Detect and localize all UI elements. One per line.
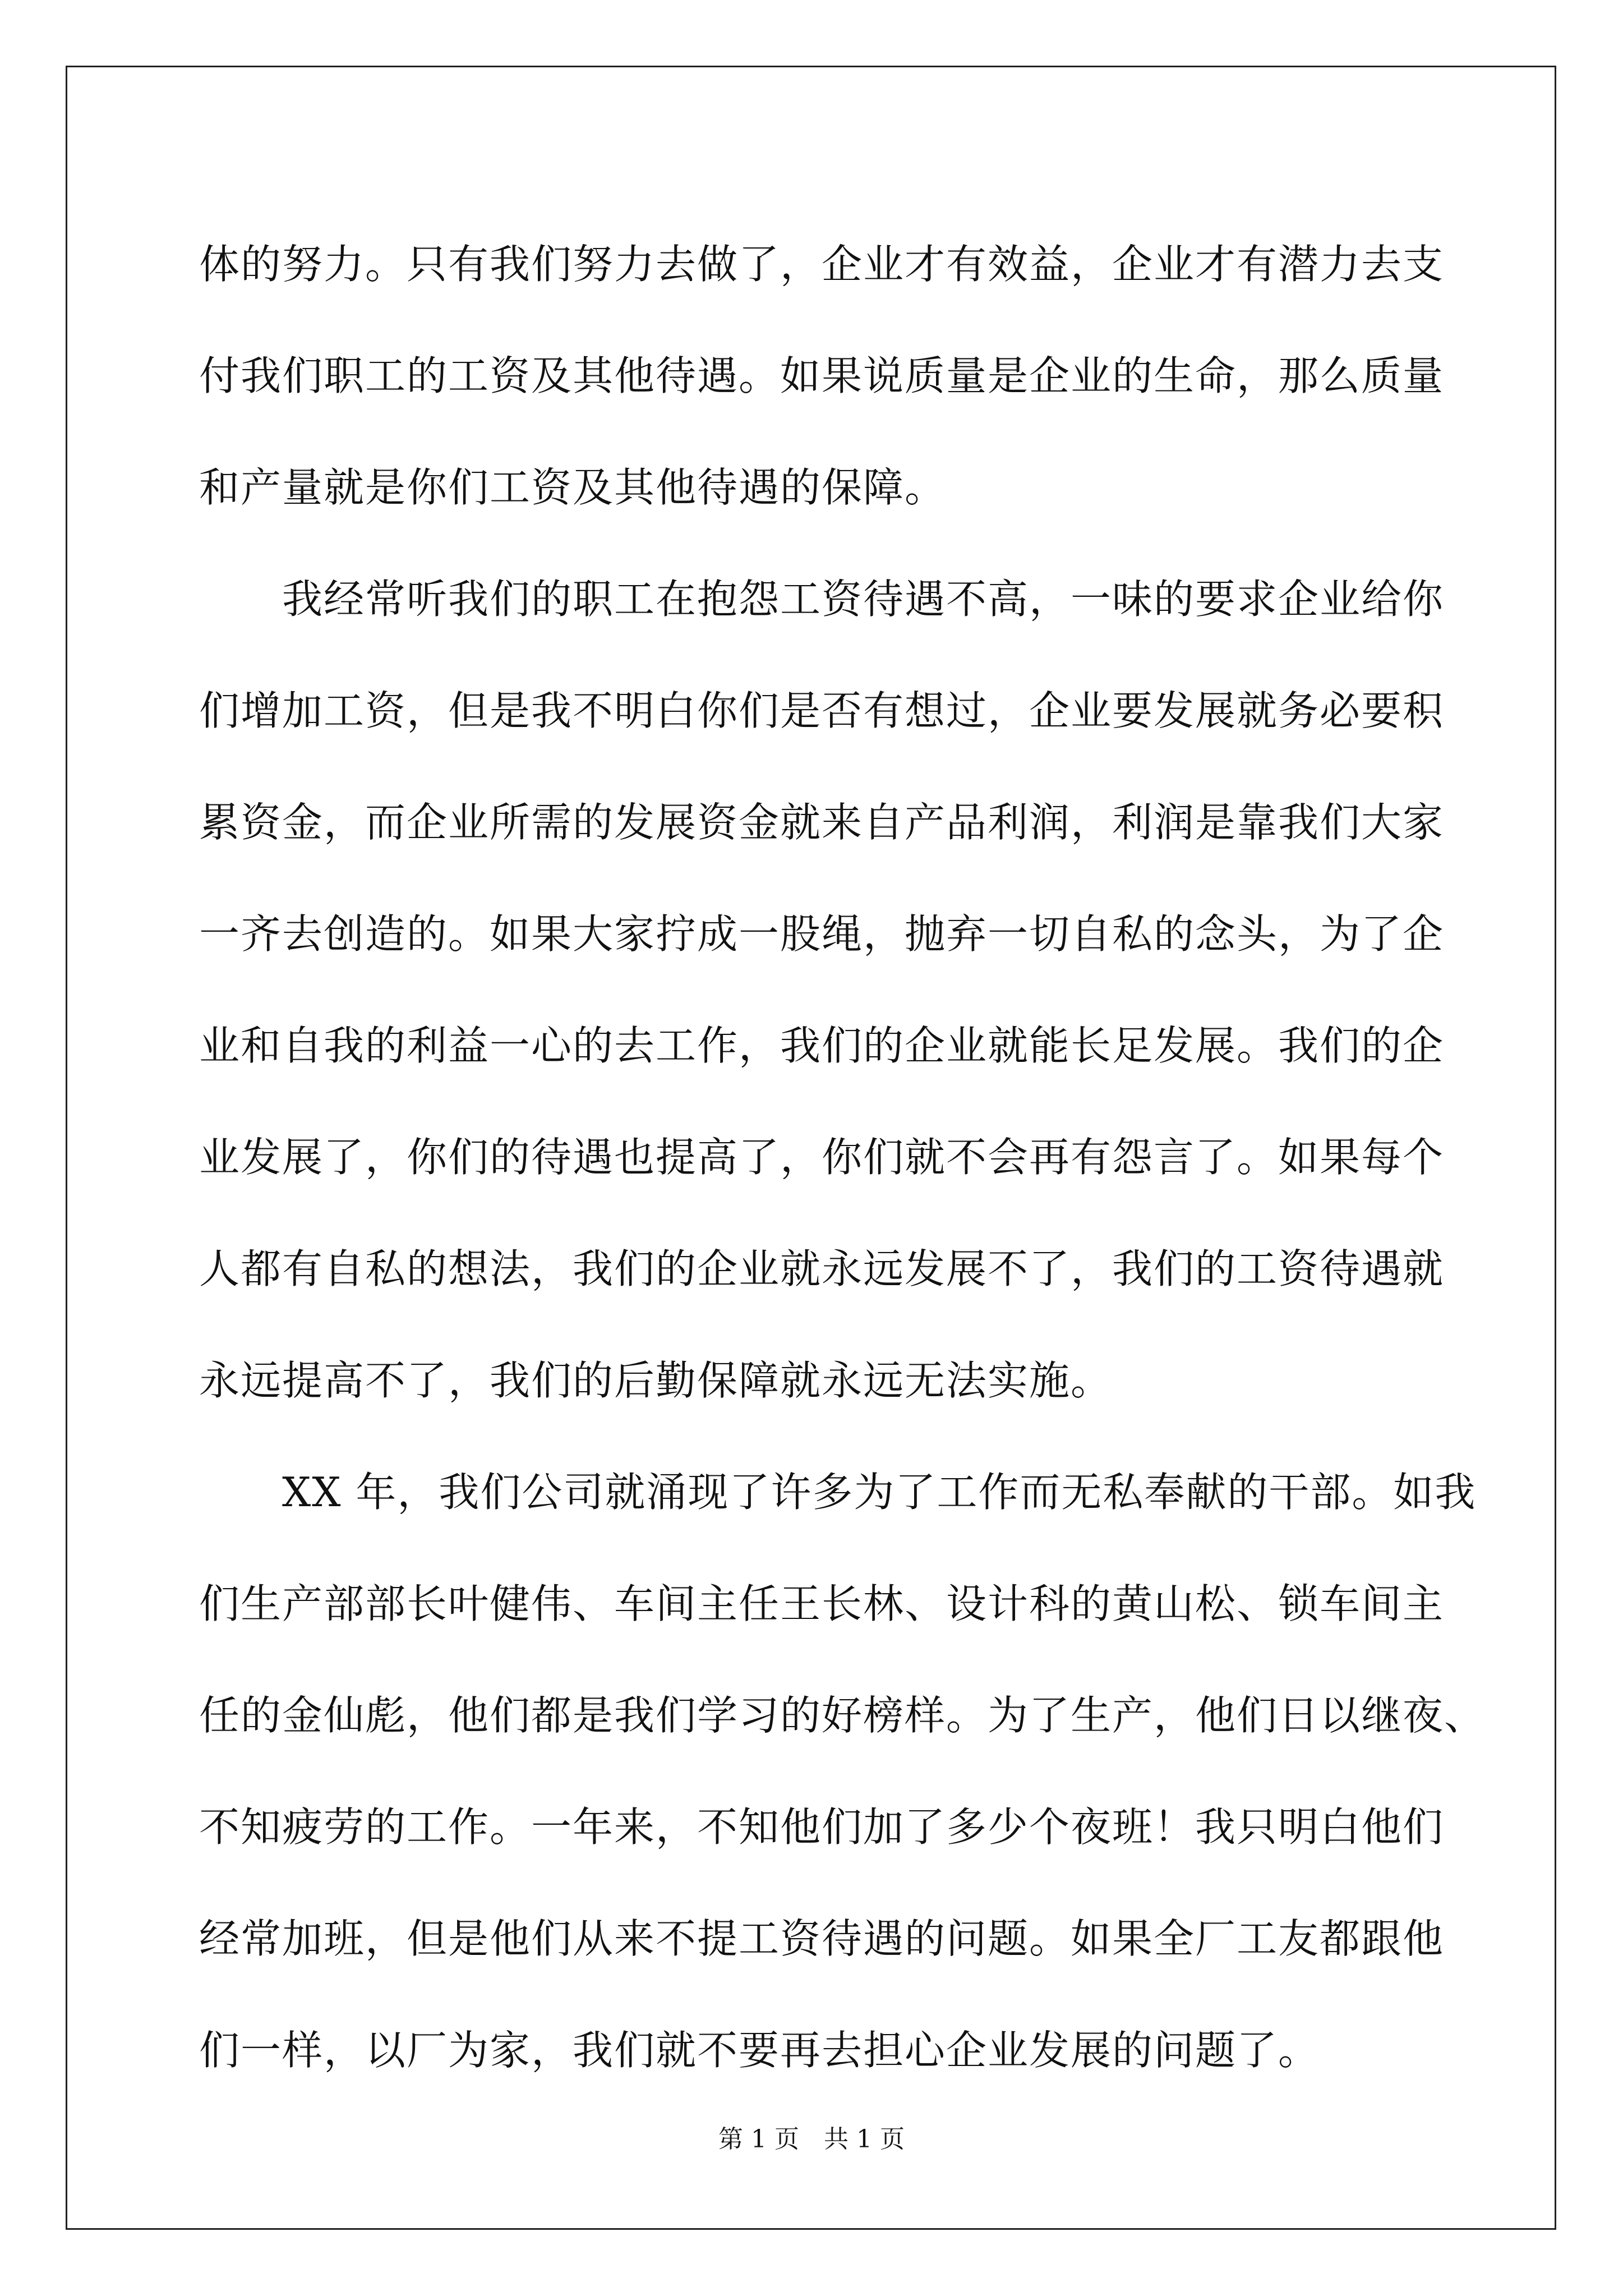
text-line: 业发展了，你们的待遇也提高了，你们就不会再有怨言了。如果每个 <box>199 1134 1445 1181</box>
text-line: 任的金仙彪，他们都是我们学习的好榜样。为了生产，他们日以继夜、 <box>199 1692 1486 1739</box>
text-line: 累资金，而企业所需的发展资金就来自产品利润，利润是靠我们大家 <box>199 799 1445 846</box>
text-line: 我经常听我们的职工在抱怨工资待遇不高，一味的要求企业给你 <box>199 576 1445 623</box>
text-line: 付我们职工的工资及其他待遇。如果说质量是企业的生命，那么质量 <box>199 352 1445 399</box>
text-line: 永远提高不了，我们的后勤保障就永远无法实施。 <box>199 1357 1113 1404</box>
text-line: 们一样，以厂为家，我们就不要再去担心企业发展的问题了。 <box>199 2027 1320 2074</box>
text-line: 一齐去创造的。如果大家拧成一股绳，抛弃一切自私的念头，为了企 <box>199 910 1445 958</box>
text-line: 和产量就是你们工资及其他待遇的保障。 <box>199 464 947 511</box>
page-number-footer: 第 1 页 共 1 页 <box>718 2125 905 2154</box>
text-line: 业和自我的利益一心的去工作，我们的企业就能长足发展。我们的企 <box>199 1022 1445 1069</box>
text-line: 人都有自私的想法，我们的企业就永远发展不了，我们的工资待遇就 <box>199 1245 1445 1292</box>
document-body <box>199 209 1486 2106</box>
text-line: 们生产部部长叶健伟、车间主任王长林、设计科的黄山松、锁车间主 <box>199 1580 1445 1627</box>
text-line: 经常加班，但是他们从来不提工资待遇的问题。如果全厂工友都跟他 <box>199 1915 1445 1962</box>
text-line: 体的努力。只有我们努力去做了，企业才有效益，企业才有潜力去支 <box>199 241 1445 288</box>
text-line: 不知疲劳的工作。一年来，不知他们加了多少个夜班！我只明白他们 <box>199 1803 1445 1851</box>
text-line: XX 年，我们公司就涌现了许多为了工作而无私奉献的干部。如我 <box>199 1469 1477 1516</box>
text-line: 们增加工资，但是我不明白你们是否有想过，企业要发展就务必要积 <box>199 687 1445 734</box>
